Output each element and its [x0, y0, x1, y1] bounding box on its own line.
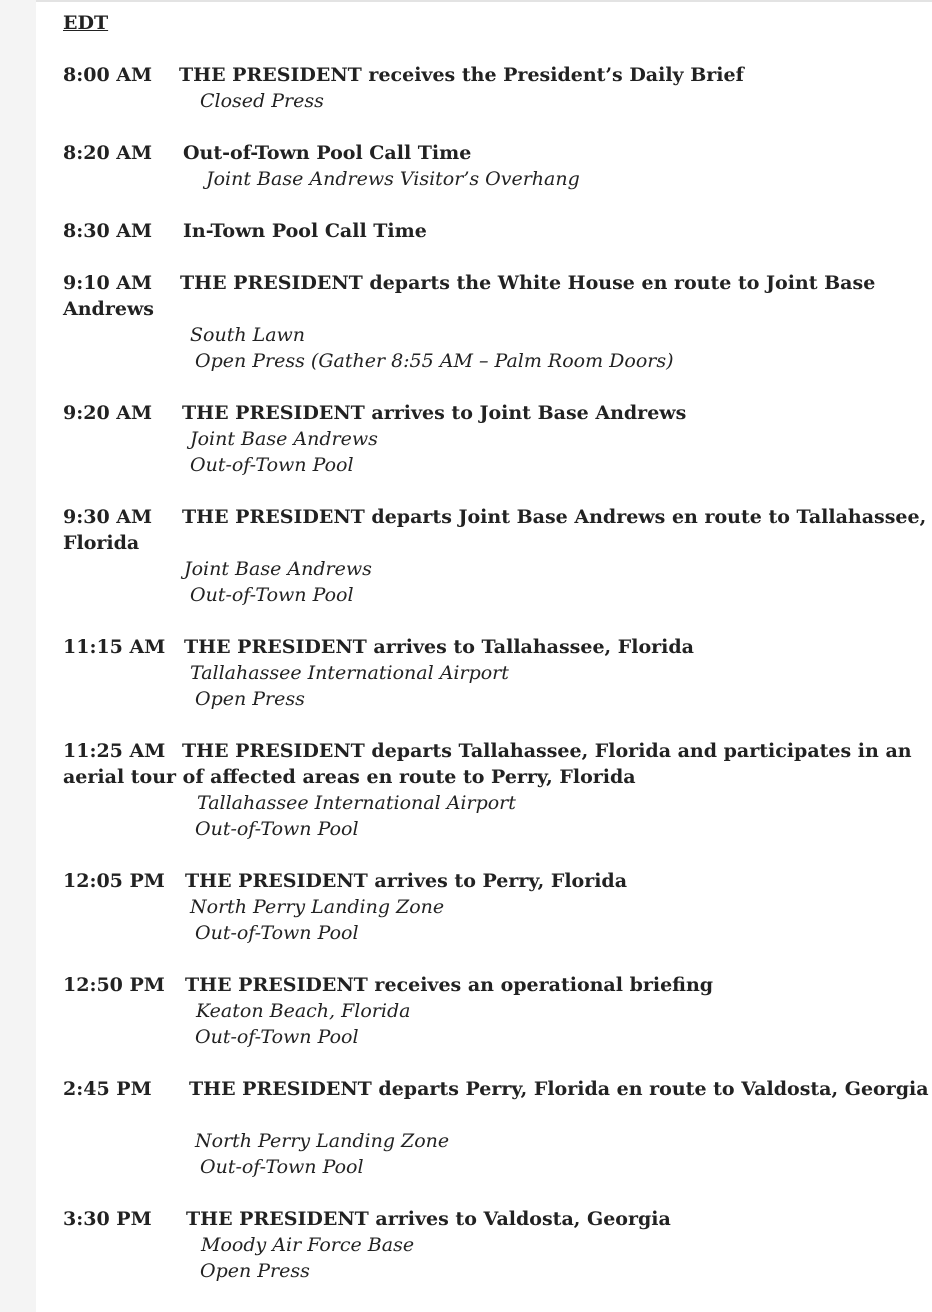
event-press: Out-of-Town Pool	[195, 922, 359, 944]
event-time: 3:30 PM	[63, 1208, 152, 1230]
event-title: THE PRESIDENT arrives to Valdosta, Georgia	[186, 1208, 671, 1230]
schedule-event	[63, 738, 929, 842]
event-title: THE PRESIDENT arrives to Joint Base Andrews	[182, 402, 687, 424]
event-location: Moody Air Force Base	[201, 1234, 415, 1256]
event-time: 11:15 AM	[63, 636, 166, 658]
spacer	[63, 1102, 929, 1128]
event-location: Joint Base Andrews	[190, 428, 378, 450]
event-title: THE PRESIDENT receives the President’s Daily Brief	[179, 64, 744, 86]
timezone-label: EDT	[63, 12, 109, 34]
schedule-event	[63, 218, 929, 244]
event-headline	[63, 1076, 929, 1102]
event-title: THE PRESIDENT departs Tallahassee, Florida and participates in an aerial tour of affected areas en route to Perry, Florida	[63, 740, 912, 788]
event-headline	[63, 140, 929, 166]
schedule-event	[63, 972, 929, 1050]
event-time: 9:30 AM	[63, 506, 153, 528]
schedule-event	[63, 868, 929, 946]
event-headline	[63, 634, 929, 660]
event-press: Out-of-Town Pool	[190, 584, 354, 606]
event-location: North Perry Landing Zone	[195, 1130, 450, 1152]
event-time: 9:10 AM	[63, 272, 153, 294]
schedule-event	[63, 634, 929, 712]
schedule-event	[63, 1206, 929, 1284]
event-time: 8:30 AM	[63, 220, 153, 242]
schedule-list	[63, 10, 929, 1310]
event-press: Out-of-Town Pool	[190, 454, 354, 476]
event-headline	[63, 972, 929, 998]
event-title: THE PRESIDENT receives an operational briefing	[185, 974, 714, 996]
event-time: 9:20 AM	[63, 402, 153, 424]
event-time: 12:50 PM	[63, 974, 165, 996]
event-headline	[63, 218, 929, 244]
event-location: North Perry Landing Zone	[190, 896, 445, 918]
event-headline	[63, 738, 929, 790]
event-location: Tallahassee International Airport	[190, 662, 509, 684]
event-press: Out-of-Town Pool	[195, 1026, 359, 1048]
event-time: 12:05 PM	[63, 870, 165, 892]
event-title: THE PRESIDENT arrives to Tallahassee, Florida	[184, 636, 694, 658]
event-title: Out-of-Town Pool Call Time	[183, 142, 472, 164]
event-location: Tallahassee International Airport	[197, 792, 516, 814]
schedule-event	[63, 270, 929, 374]
event-press: Open Press	[200, 1260, 310, 1282]
event-time: 2:45 PM	[63, 1078, 152, 1100]
event-title: THE PRESIDENT arrives to Perry, Florida	[185, 870, 628, 892]
event-press: Out-of-Town Pool	[200, 1156, 364, 1178]
event-press: Out-of-Town Pool	[195, 818, 359, 840]
event-headline	[63, 1206, 929, 1232]
event-location: Joint Base Andrews Visitor’s Overhang	[206, 168, 580, 190]
event-title: In-Town Pool Call Time	[183, 220, 427, 242]
event-time: 8:20 AM	[63, 142, 153, 164]
event-headline	[63, 62, 929, 88]
schedule-event	[63, 140, 929, 192]
event-title: THE PRESIDENT departs Joint Base Andrews en route to Tallahassee, Florida	[63, 506, 927, 554]
event-location: Closed Press	[200, 90, 324, 112]
schedule-event	[63, 1076, 929, 1180]
event-time: 8:00 AM	[63, 64, 153, 86]
event-headline	[63, 868, 929, 894]
event-location: Keaton Beach, Florida	[196, 1000, 411, 1022]
event-headline	[63, 270, 929, 322]
event-headline	[63, 400, 929, 426]
event-title: THE PRESIDENT departs Perry, Florida en route to Valdosta, Georgia	[189, 1078, 929, 1100]
schedule-event	[63, 504, 929, 608]
schedule-event	[63, 62, 929, 114]
event-title: THE PRESIDENT departs the White House en route to Joint Base Andrews	[63, 272, 876, 320]
event-headline	[63, 504, 929, 556]
event-press: Open Press (Gather 8:55 AM – Palm Room Doors)	[195, 350, 674, 372]
event-time: 11:25 AM	[63, 740, 166, 762]
event-press: Open Press	[195, 688, 305, 710]
event-location: Joint Base Andrews	[184, 558, 372, 580]
schedule-page	[36, 0, 932, 1312]
schedule-event	[63, 400, 929, 478]
event-location: South Lawn	[190, 324, 306, 346]
